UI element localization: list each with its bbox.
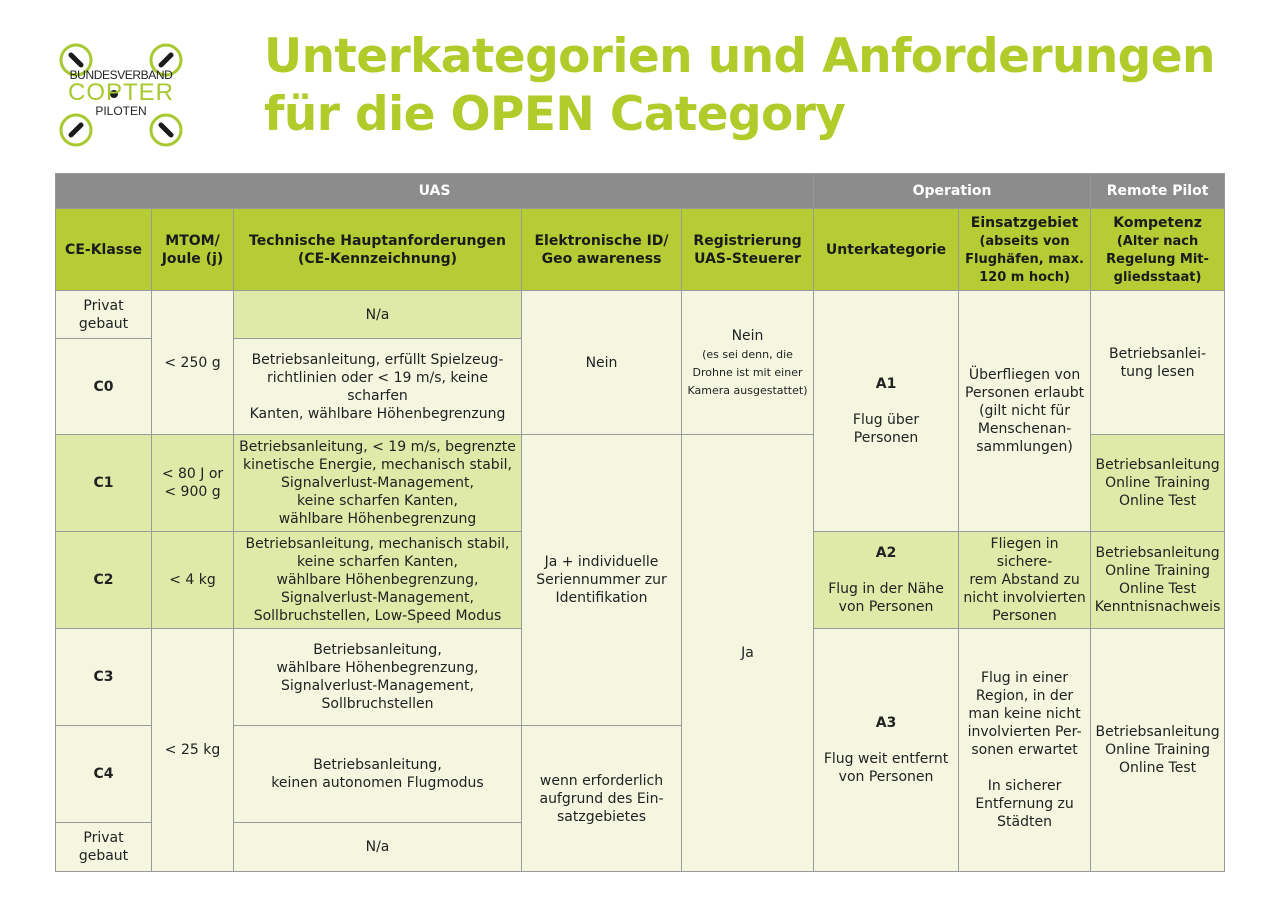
row-label-c1: C1 <box>56 435 152 532</box>
group-remote-pilot: Remote Pilot <box>1091 174 1225 209</box>
group-operation: Operation <box>814 174 1091 209</box>
header-technische-anforderungen: Technische Hauptanforderungen (CE-Kennzeichnung) <box>234 209 522 291</box>
page-title <box>264 28 1254 144</box>
header-mtom: MTOM/ Joule (j) <box>152 209 234 291</box>
row-label-privat-bottom: Privat gebaut <box>56 823 152 872</box>
eid-nein: Nein <box>522 291 682 435</box>
einsatzgebiet-a3: Flug in einer Region, in der man keine nicht involvierten Per- sonen erwartet In sicherer Entfernung zu Städten <box>959 629 1091 872</box>
eid-ja-seriennummer: Ja + individuelle Seriennummer zur Identifikation <box>522 435 682 726</box>
logo-line-1: BUNDESVERBAND <box>69 68 173 82</box>
unterkategorie-a2: A2 Flug in der Nähe von Personen <box>814 532 959 629</box>
eid-wenn-erforderlich: wenn erforderlich aufgrund des Ein- satzgebietes <box>522 726 682 872</box>
row-label-c4: C4 <box>56 726 152 823</box>
title-line-2: für die OPEN Category <box>264 87 846 142</box>
header-einsatzgebiet: Einsatzgebiet (abseits von Flughäfen, max. 120 m hoch) <box>959 209 1091 291</box>
tech-privat-bottom: N/a <box>234 823 522 872</box>
mtom-c1: < 80 J or < 900 g <box>152 435 234 532</box>
title-line-1: Unterkategorien und Anforderungen <box>264 29 1215 84</box>
header-ce-klasse: CE-Klasse <box>56 209 152 291</box>
logo-line-3: PILOTEN <box>95 104 147 118</box>
mtom-c2: < 4 kg <box>152 532 234 629</box>
header-registrierung: Registrierung UAS-Steuerer <box>682 209 814 291</box>
logo-line-2: COPTER <box>67 79 174 106</box>
kompetenz-a1-lesen: Betriebsanlei- tung lesen <box>1091 291 1225 435</box>
group-uas: UAS <box>56 174 814 209</box>
unterkategorie-a3: A3 Flug weit entfernt von Personen <box>814 629 959 872</box>
kompetenz-a3: Betriebsanleitung Online Training Online Test <box>1091 629 1225 872</box>
row-label-privat-top: Privat gebaut <box>56 291 152 339</box>
kompetenz-a1-online: Betriebsanleitung Online Training Online Test <box>1091 435 1225 532</box>
tech-privat-top: N/a <box>234 291 522 339</box>
row-label-c0: C0 <box>56 339 152 435</box>
tech-c4: Betriebsanleitung, keinen autonomen Flugmodus <box>234 726 522 823</box>
open-category-table <box>55 173 1225 872</box>
tech-c1: Betriebsanleitung, < 19 m/s, begrenzte kinetische Energie, mechanisch stabil, Signalverlust-Management, keine scharfen Kanten, wählbare Höhenbegrenzung <box>234 435 522 532</box>
mtom-250g: < 250 g <box>152 291 234 435</box>
registrierung-nein: Nein (es sei denn, die Drohne ist mit einer Kamera ausgestattet) <box>682 291 814 435</box>
registrierung-ja: Ja <box>682 435 814 872</box>
tech-c2: Betriebsanleitung, mechanisch stabil, keine scharfen Kanten, wählbare Höhenbegrenzung, Signalverlust-Management, Sollbruchstellen, Low-Speed Modus <box>234 532 522 629</box>
mtom-25kg: < 25 kg <box>152 629 234 872</box>
header-elektronische-id: Elektronische ID/ Geo awareness <box>522 209 682 291</box>
row-label-c2: C2 <box>56 532 152 629</box>
row-label-c3: C3 <box>56 629 152 726</box>
header-kompetenz: Kompetenz (Alter nach Regelung Mit- gliedsstaat) <box>1091 209 1225 291</box>
header-unterkategorie: Unterkategorie <box>814 209 959 291</box>
einsatzgebiet-a1: Überfliegen von Personen erlaubt (gilt nicht für Menschenan- sammlungen) <box>959 291 1091 532</box>
unterkategorie-a1: A1 Flug über Personen <box>814 291 959 532</box>
tech-c3: Betriebsanleitung, wählbare Höhenbegrenzung, Signalverlust-Management, Sollbruchstellen <box>234 629 522 726</box>
logo <box>54 36 188 154</box>
tech-c0: Betriebsanleitung, erfüllt Spielzeug- richtlinien oder < 19 m/s, keine scharfen Kanten, wählbare Höhenbegrenzung <box>234 339 522 435</box>
einsatzgebiet-a2: Fliegen in sichere- rem Abstand zu nicht involvierten Personen <box>959 532 1091 629</box>
kompetenz-a2: Betriebsanleitung Online Training Online Test Kenntnisnachweis <box>1091 532 1225 629</box>
